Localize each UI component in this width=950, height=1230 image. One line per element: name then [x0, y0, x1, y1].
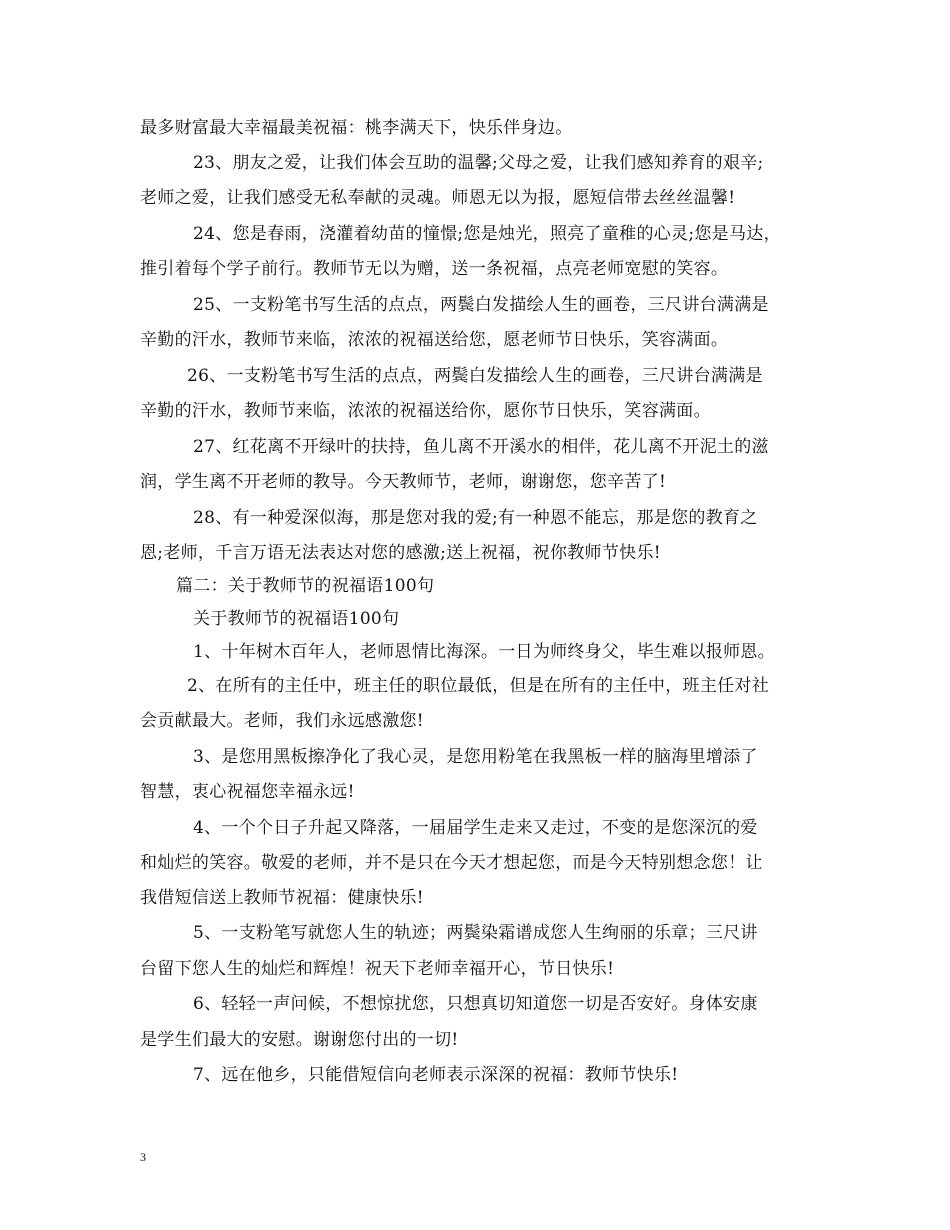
text-line-1: 最多财富最大幸福最美祝福：桃李满天下，快乐伴身边。	[140, 118, 573, 138]
text-line-13: 恩;老师，千言万语无法表达对您的感激;送上祝福，祝你教师节快乐!	[140, 543, 661, 563]
text-line-5: 推引着每个学子前行。教师节无以为赠，送一条祝福，点亮老师宽慰的笑容。	[140, 259, 729, 279]
text-line-6: 25、一支粉笔书写生活的点点，两鬓白发描绘人生的画卷，三尺讲台满满是	[193, 295, 769, 315]
text-line-25: 台留下您人生的灿烂和辉煌！祝天下老师幸福开心，节日快乐!	[140, 959, 615, 979]
text-line-18: 会贡献最大。老师，我们永远感激您!	[140, 711, 424, 731]
page-number: 3	[140, 1150, 146, 1164]
subheading: 关于教师节的祝福语100句	[193, 609, 400, 629]
text-line-9: 辛勤的汗水，教师节来临，浓浓的祝福送给你，愿你节日快乐，笑容满面。	[140, 401, 711, 421]
text-line-4: 24、您是春雨，浇灌着幼苗的憧憬;您是烛光，照亮了童稚的心灵;您是马达，	[193, 224, 781, 244]
text-line-17: 2、在所有的主任中，班主任的职位最低，但是在所有的主任中，班主任对社	[187, 676, 770, 696]
text-line-22: 和灿烂的笑容。敬爱的老师，并不是只在今天才想起您，而是今天特别想念您！让	[140, 853, 763, 873]
text-line-26: 6、轻轻一声问候，不想惊扰您，只想真切知道您一切是否安好。身体安康	[193, 994, 758, 1014]
text-line-10: 27、红花离不开绿叶的扶持，鱼儿离不开溪水的相伴，花儿离不开泥土的滋	[193, 437, 769, 457]
text-line-20: 智慧，衷心祝福您幸福永远!	[140, 782, 355, 802]
text-line-12: 28、有一种爱深似海，那是您对我的爱;有一种恩不能忘，那是您的教育之	[193, 508, 758, 528]
text-line-24: 5、一支粉笔写就您人生的轨迹；两鬓染霜谱成您人生绚丽的乐章；三尺讲	[193, 923, 758, 943]
text-line-28: 7、远在他乡，只能借短信向老师表示深深的祝福：教师节快乐!	[193, 1065, 679, 1085]
text-line-16: 1、十年树木百年人，老师恩情比海深。一日为师终身父，毕生难以报师恩。	[193, 642, 776, 662]
text-line-19: 3、是您用黑板擦净化了我心灵，是您用粉笔在我黑板一样的脑海里增添了	[193, 747, 758, 767]
text-line-8: 26、一支粉笔书写生活的点点，两鬓白发描绘人生的画卷，三尺讲台满满是	[187, 366, 763, 386]
section-heading: 篇二：关于教师节的祝福语100句	[176, 576, 435, 596]
text-line-23: 我借短信送上教师节祝福：健康快乐!	[140, 888, 424, 908]
text-line-3: 老师之爱，让我们感受无私奉献的灵魂。师恩无以为报，愿短信带去丝丝温馨!	[140, 188, 736, 208]
text-line-21: 4、一个个日子升起又降落，一届届学生走来又走过，不变的是您深沉的爱	[193, 818, 758, 838]
text-line-27: 是学生们最大的安慰。谢谢您付出的一切!	[140, 1030, 459, 1050]
text-line-2: 23、朋友之爱，让我们体会互助的温馨;父母之爱，让我们感知养育的艰辛;	[193, 153, 764, 173]
text-line-11: 润，学生离不开老师的教导。今天教师节，老师，谢谢您，您辛苦了!	[140, 472, 667, 492]
text-line-7: 辛勤的汗水，教师节来临，浓浓的祝福送给您，愿老师节日快乐，笑容满面。	[140, 330, 729, 350]
